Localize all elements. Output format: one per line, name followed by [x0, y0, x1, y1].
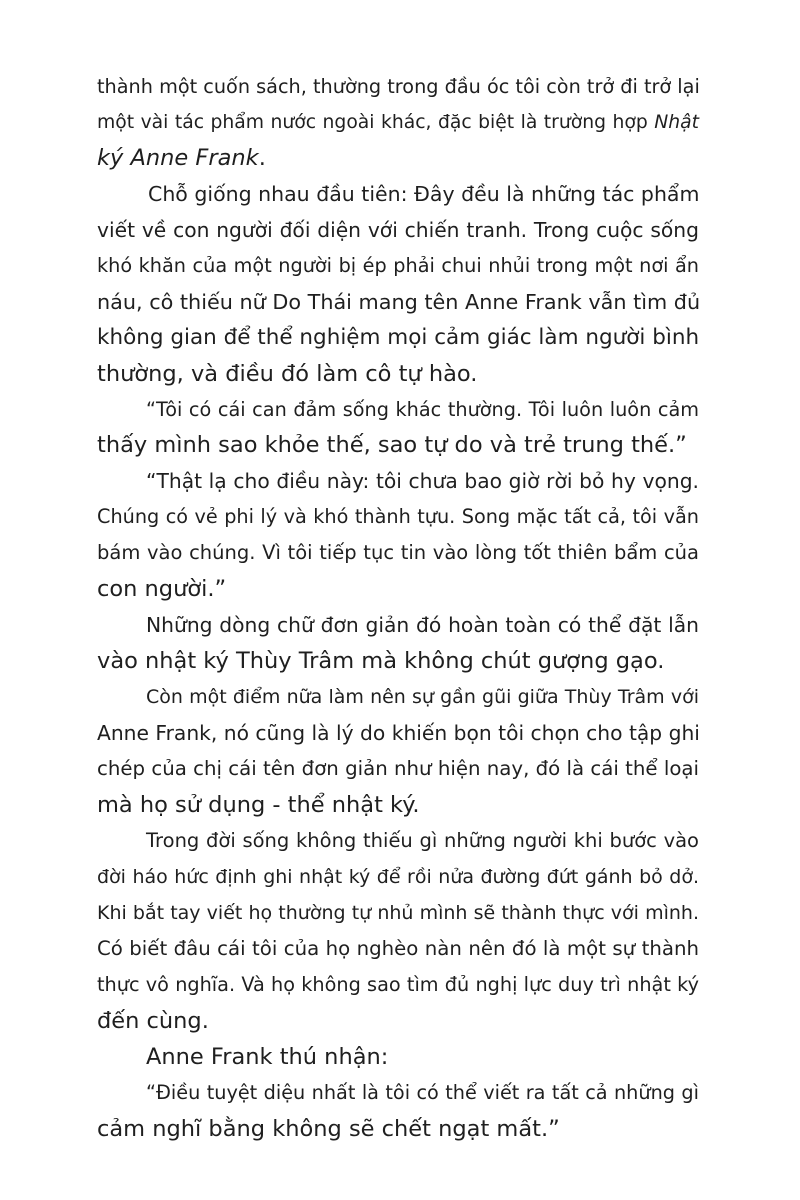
- paragraph-first-line: Còn một điểm nữa làm nên sự gần gũi giữa Thùy Trâm với: [146, 686, 699, 708]
- text-line: khó khăn của một người bị ép phải chui nhủi trong một nơi ẩn: [97, 254, 699, 277]
- text-line: [97, 108, 699, 138]
- text-line: thấy mình sao khỏe thế, sao tự do và trẻ trung thế.”: [97, 432, 687, 458]
- text-line: con người.”: [97, 576, 227, 602]
- book-title-fragment: ký Anne Frank: [97, 145, 259, 171]
- text-line: đời háo hức định ghi nhật ký để rồi nửa đường đứt gánh bỏ dở.: [97, 866, 699, 888]
- paragraph-first-line: Chỗ giống nhau đầu tiên: Đây đều là những tác phẩm: [148, 182, 700, 206]
- paragraph-first-line: Anne Frank thú nhận:: [146, 1044, 389, 1070]
- book-title-fragment: Nhật: [654, 112, 699, 133]
- quote-first-line: “Tôi có cái can đảm sống khác thường. Tôi luôn luôn cảm: [146, 398, 699, 421]
- text-line: thực vô nghĩa. Và họ không sao tìm đủ nghị lực duy trì nhật ký: [97, 973, 699, 996]
- text-line: cảm nghĩ bằng không sẽ chết ngạt mất.”: [97, 1116, 560, 1142]
- text-line: náu, cô thiếu nữ Do Thái mang tên Anne Frank vẫn tìm đủ: [97, 290, 701, 314]
- quote-first-line: “Thật lạ cho điều này: tôi chưa bao giờ rời bỏ hy vọng.: [146, 469, 699, 493]
- text-line: đến cùng.: [97, 1008, 209, 1034]
- text-line: bám vào chúng. Vì tôi tiếp tục tin vào lòng tốt thiên bẩm của: [97, 541, 699, 564]
- text-line: thành một cuốn sách, thường trong đầu óc tôi còn trở đi trở lại: [97, 75, 700, 98]
- text-line: Có biết đâu cái tôi của họ nghèo nàn nên đó là một sự thành: [97, 937, 699, 960]
- text-line: chép của chị cái tên đơn giản như hiện nay, đó là cái thể loại: [97, 757, 699, 780]
- text-line: viết về con người đối diện với chiến tranh. Trong cuộc sống: [97, 218, 699, 242]
- text-line-segment: .: [258, 145, 266, 171]
- quote-first-line: “Điều tuyệt diệu nhất là tôi có thể viết ra tất cả những gì: [146, 1081, 699, 1104]
- paragraph-first-line: Trong đời sống không thiếu gì những người khi bước vào: [146, 829, 699, 852]
- text-line: Anne Frank, nó cũng là lý do khiến bọn tôi chọn cho tập ghi: [97, 721, 700, 745]
- text-line: [97, 143, 266, 173]
- text-line: thường, và điều đó làm cô tự hào.: [97, 361, 478, 387]
- paragraph-first-line: Những dòng chữ đơn giản đó hoàn toàn có thể đặt lẫn: [146, 613, 699, 637]
- text-line: Chúng có vẻ phi lý và khó thành tựu. Song mặc tất cả, tôi vẫn: [97, 505, 699, 528]
- text-line: Khi bắt tay viết họ thường tự nhủ mình sẽ thành thực với mình.: [97, 902, 699, 924]
- text-line: mà họ sử dụng - thể nhật ký.: [97, 792, 420, 818]
- text-line: không gian để thể nghiệm mọi cảm giác làm người bình: [97, 325, 700, 350]
- text-line: vào nhật ký Thùy Trâm mà không chút gượng gạo.: [97, 648, 665, 674]
- text-line-segment: một vài tác phẩm nước ngoài khác, đặc biệt là trường hợp: [97, 112, 655, 133]
